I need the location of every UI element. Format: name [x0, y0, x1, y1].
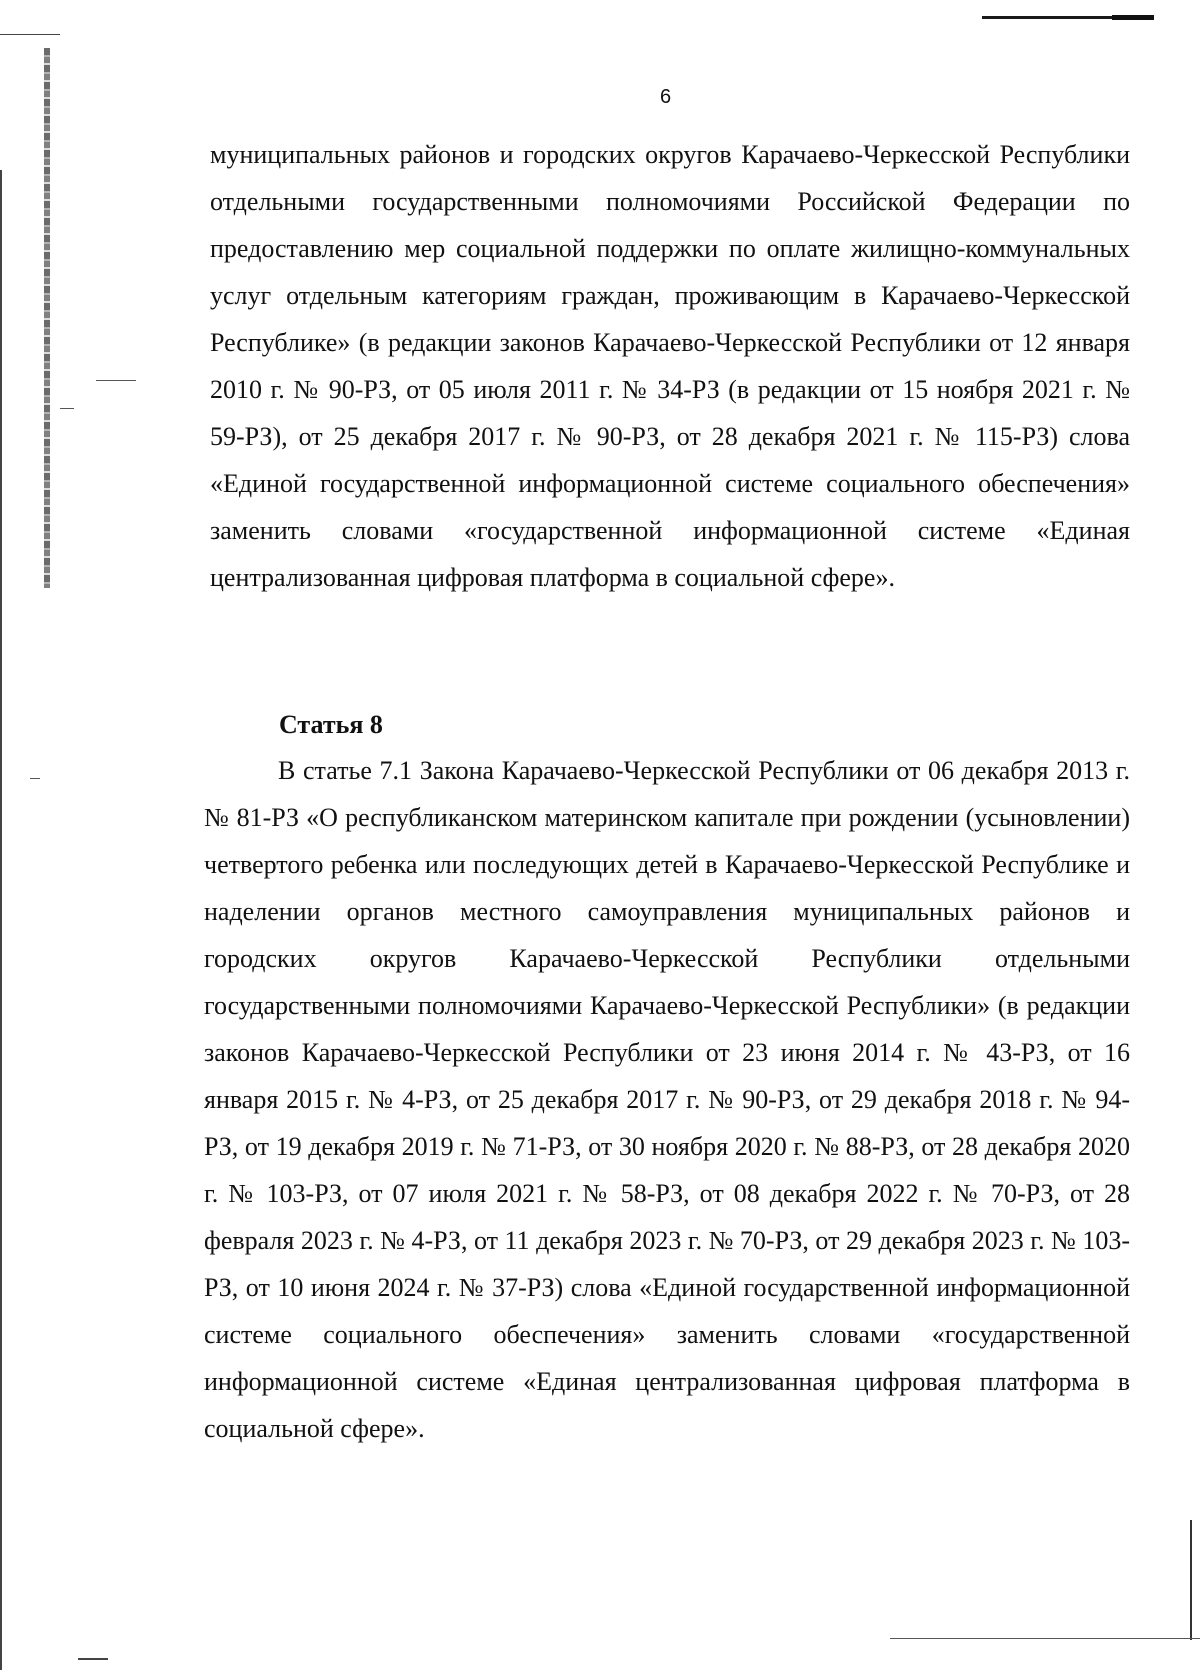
continuation-paragraph: [210, 131, 1130, 601]
scan-artifact-binding-edge: [44, 48, 50, 588]
scan-artifact-dash: [96, 380, 136, 381]
scan-artifact-bottom-left-mark: [78, 1658, 108, 1660]
article-body: [204, 747, 1130, 1452]
scan-artifact-dash: [30, 778, 40, 779]
continuation-text: муниципальных районов и городских округов Карачаево-Черкесской Республики отдельными государственными полномочиями Российской Федерации по предоставлению мер социальной поддержки по оплате жилищно-коммунальных услуг отдельным категориям граждан, проживающим в Карачаево-Черкесской Республике» (в редакции законов Карачаево-Черкесской Республики от 12 января 2010 г. № 90-РЗ, от 05 июля 2011 г. № 34-РЗ (в редакции от 15 ноября 2021 г. № 59-РЗ), от 25 декабря 2017 г. № 90-РЗ, от 28 декабря 2021 г. № 115-РЗ) слова «Единой государственной информационной системе социального обеспечения» заменить словами «государственной информационной системе «Единая централизованная цифровая платформа в социальной сфере».: [210, 140, 1130, 592]
scan-artifact-right-edge: [1190, 1520, 1192, 1640]
page-number: 6: [660, 86, 672, 108]
scan-artifact-dash: [60, 408, 74, 409]
scan-artifact-bottom-rule: [890, 1638, 1200, 1639]
scan-artifact-left-edge: [0, 170, 2, 1670]
article-heading: Статья 8: [279, 710, 383, 739]
article-text: В статье 7.1 Закона Карачаево-Черкесской Республики от 06 декабря 2013 г. № 81-РЗ «О республиканском материнском капитале при рождении (усыновлении) четвертого ребенка или последующих детей в Карачаево-Черкесской Республике и наделении органов местного самоуправления муниципальных районов и городских округов Карачаево-Черкесской Республики отдельными государственными полномочиями Карачаево-Черкесской Республики» (в редакции законов Карачаево-Черкесской Республики от 23 июня 2014 г. № 43-РЗ, от 16 января 2015 г. № 4-РЗ, от 25 декабря 2017 г. № 90-РЗ, от 29 декабря 2018 г. № 94-РЗ, от 19 декабря 2019 г. № 71-РЗ, от 30 ноября 2020 г. № 88-РЗ, от 28 декабря 2020 г. № 103-РЗ, от 07 июля 2021 г. № 58-РЗ, от 08 декабря 2022 г. № 70-РЗ, от 28 февраля 2023 г. № 4-РЗ, от 11 декабря 2023 г. № 70-РЗ, от 29 декабря 2023 г. № 103-РЗ, от 10 июня 2024 г. № 37-РЗ) слова «Единой государственной информационной системе социального обеспечения» заменить словами «государственной информационной системе «Единая централизованная цифровая платформа в социальной сфере».: [204, 756, 1130, 1443]
scan-artifact-top-line: [982, 16, 1154, 19]
scan-artifact-left-rule: [0, 34, 60, 35]
